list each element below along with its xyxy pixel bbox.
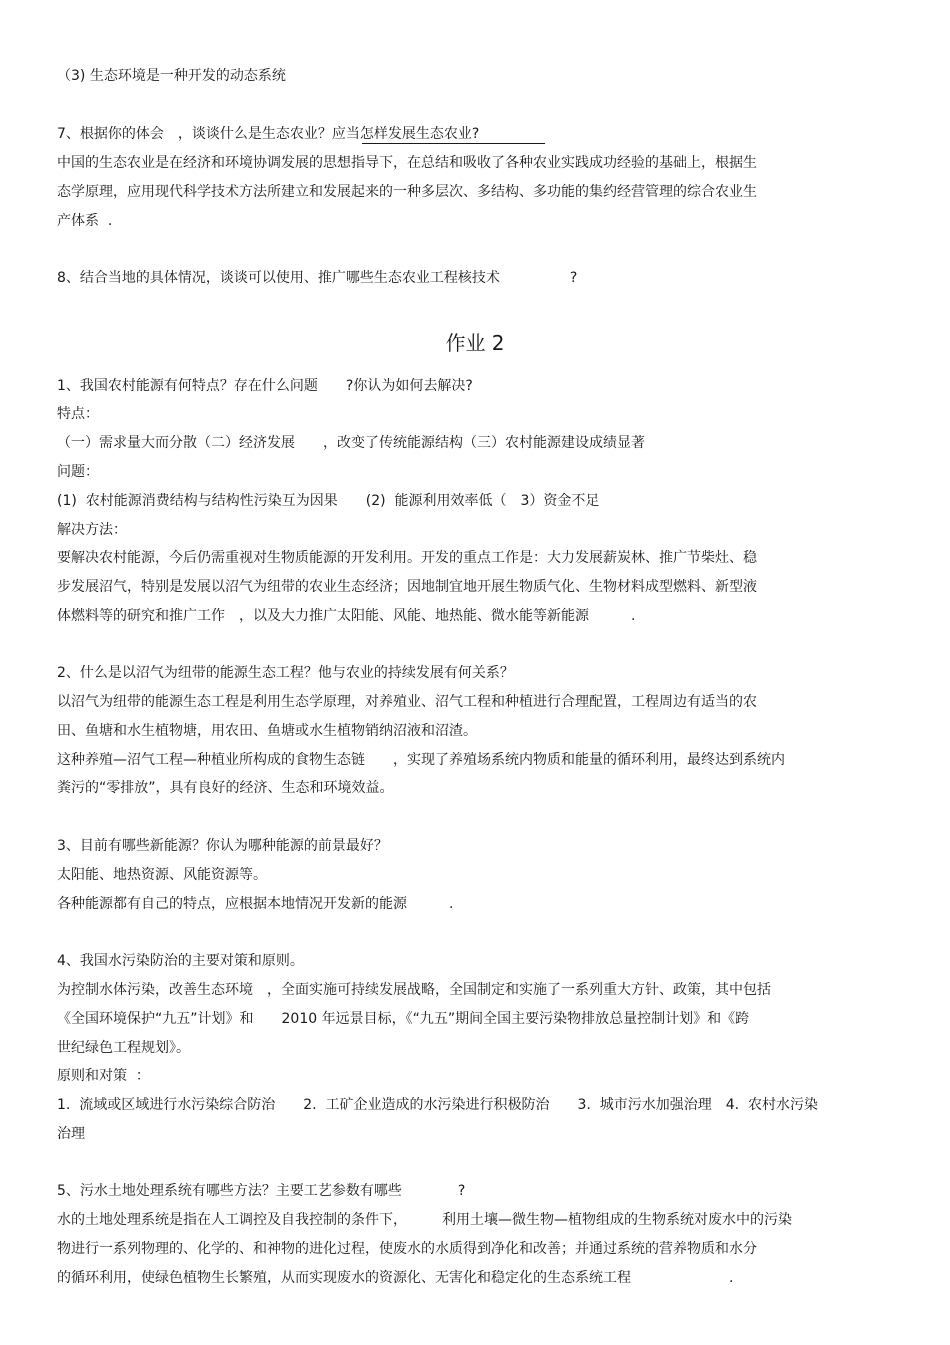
text-line: 世纪绿色工程规划》。 xyxy=(57,1040,190,1056)
text-line: 以沼气为纽带的能源生态工程是利用生态学原理，对养殖业、沼气工程和种植进行合理配置，工程周边有适当的农 xyxy=(57,694,757,710)
question-4: 4、我国水污染防治的主要对策和原则。 xyxy=(57,953,304,969)
text-line: 田、鱼塘和水生植物塘，用农田、鱼塘或水生植物销纳沼液和沼渣。 xyxy=(57,723,477,739)
text-line: 物进行一系列物理的、化学的、和神物的进化过程，使废水的水质得到净化和改善；并通过系统的营养物质和水分 xyxy=(57,1241,757,1257)
text-line: 态学原理，应用现代科学技术方法所建立和发展起来的一种多层次、多结构、多功能的集约经营管理的综合农业生 xyxy=(57,184,757,200)
question-1: 1、我国农村能源有何特点？存在什么问题 ?你认为如何去解决? xyxy=(57,378,473,394)
text-line: 中国的生态农业是在经济和环境协调发展的思想指导下，在总结和吸收了各种农业实践成功经验的基础上，根据生 xyxy=(57,155,757,171)
question-2: 2、什么是以沼气为纽带的能源生态工程？他与农业的持续发展有何关系？ xyxy=(57,665,514,681)
underline xyxy=(362,143,545,144)
text-line: (1) 农村能源消费结构与结构性污染互为因果 (2) 能源利用效率低（ 3）资金不足 xyxy=(57,493,600,509)
text-line: 问题： xyxy=(57,464,99,480)
text-line: 特点： xyxy=(57,406,99,422)
page-title: 作业 2 xyxy=(445,331,505,355)
text-line: 粪污的“零排放”，具有良好的经济、生态和环境效益。 xyxy=(57,780,394,796)
text-line: 原则和对策 ： xyxy=(57,1068,150,1084)
question-7: 7、根据你的体会 ，谈谈什么是生态农业？应当怎样发展生态农业? xyxy=(57,126,480,142)
text-line: 的循环利用，使绿色植物生长繁殖，从而实现废水的资源化、无害化和稳定化的生态系统工程 . xyxy=(57,1270,734,1286)
text-line: 《全国环境保护“九五”计划》和 2010 年远景目标，《“九五”期间全国主要污染物排放总量控制计划》和《跨 xyxy=(57,1011,750,1027)
text-line: 要解决农村能源，今后仍需重视对生物质能源的开发利用。开发的重点工作是：大力发展薪炭林、推广节柴灶、稳 xyxy=(57,550,757,566)
question-5: 5、污水土地处理系统有哪些方法？主要工艺参数有哪些 ? xyxy=(57,1183,466,1199)
question-3: 3、目前有哪些新能源？你认为哪种能源的前景最好？ xyxy=(57,838,388,854)
text-line: 太阳能、地热资源、风能资源等。 xyxy=(57,867,267,883)
text-line: （3) 生态环境是一种开发的动态系统 xyxy=(57,68,286,84)
question-8: 8、结合当地的具体情况，谈谈可以使用、推广哪些生态农业工程核技术 ? xyxy=(57,270,578,286)
text-line: 体燃料等的研究和推广工作 ，以及大力推广太阳能、风能、地热能、微水能等新能源 . xyxy=(57,608,636,624)
text-line: 这种养殖—沼气工程—种植业所构成的食物生态链 ，实现了养殖场系统内物质和能量的循环利用，最终达到系统内 xyxy=(57,752,785,768)
text-line: 步发展沼气，特别是发展以沼气为纽带的农业生态经济；因地制宜地开展生物质气化、生物材料成型燃料、新型液 xyxy=(57,579,757,595)
text-line: 产体系 . xyxy=(57,213,113,229)
text-line: 治理 xyxy=(57,1126,85,1142)
text-line: 为控制水体污染，改善生态环境 ，全面实施可持续发展战略，全国制定和实施了一系列重大方针、政策，其中包括 xyxy=(57,982,771,998)
text-line: 解决方法： xyxy=(57,522,127,538)
text-line: 水的土地处理系统是指在人工调控及自我控制的条件下， 利用土壤—微生物—植物组成的生物系统对废水中的污染 xyxy=(57,1212,792,1228)
text-line: 各种能源都有自己的特点，应根据本地情况开发新的能源 . xyxy=(57,896,454,912)
text-line: 1. 流域或区域进行水污染综合防治 2. 工矿企业造成的水污染进行积极防治 3. 城市污水加强治理 4. 农村水污染 xyxy=(57,1097,819,1113)
text-line: （一）需求量大而分散（二）经济发展 ，改变了传统能源结构（三）农村能源建设成绩显著 xyxy=(57,435,645,451)
